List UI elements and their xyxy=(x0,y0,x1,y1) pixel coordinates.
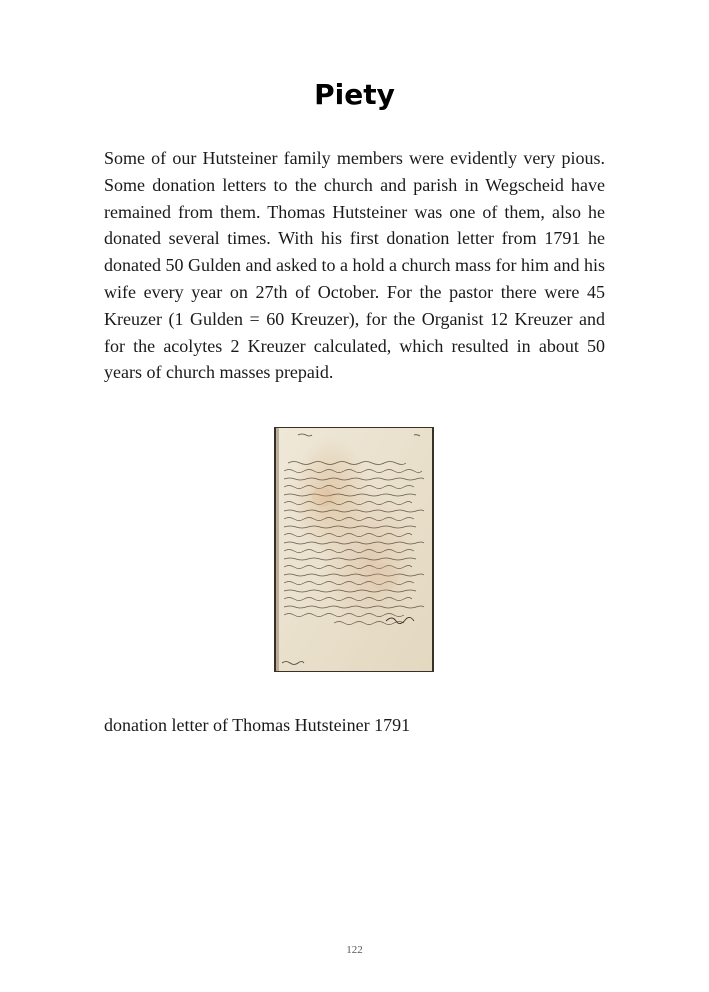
image-caption: donation letter of Thomas Hutsteiner 1791 xyxy=(104,715,411,735)
handwritten-letter-image xyxy=(274,427,434,672)
page-title: Piety xyxy=(314,78,395,111)
page-number: 122 xyxy=(346,944,363,956)
donation-letter-photo xyxy=(274,427,434,672)
body-paragraph: Some of our Hutsteiner family members were evidently very pious. Some donation letters to the church and parish in Wegscheid have remained from them. Thomas Hutsteiner was one of them, also he donated several times. With his first donation letter from 1791 he donated 50 Gulden and asked to a hold a church mass for him and his wife every year on 27th of October. For the pastor there were 45 Kreuzer (1 Gulden = 60 Kreuzer), for the Organist 12 Kreuzer and for the acolytes 2 Kreuzer calculated, which resulted in about 50 years of church masses prepaid. xyxy=(104,148,605,383)
